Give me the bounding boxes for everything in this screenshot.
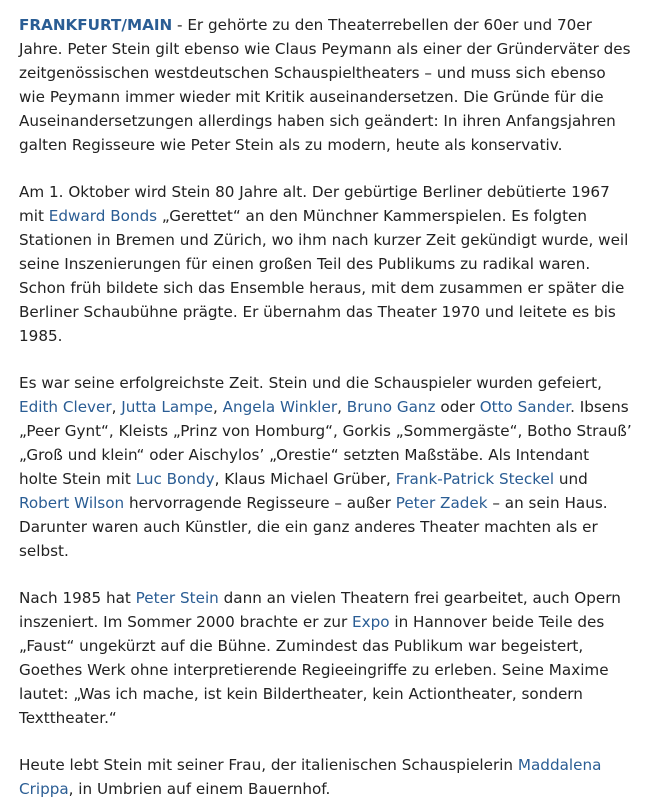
- dateline-slash: /: [121, 16, 127, 34]
- paragraph-text: Heute lebt Stein mit seiner Frau, der italienischen Schauspielerin: [19, 756, 518, 774]
- paragraph-text: hervorragende Regisseure – außer: [124, 494, 396, 512]
- link-expo[interactable]: Expo: [352, 613, 390, 631]
- paragraph-text: - Er gehörte zu den Theaterrebellen der 60er und 70er Jahre. Peter Stein gilt ebenso wie Claus Peymann als einer der Gründerväter des zeitgenössischen westdeutschen Schauspieltheaters – und muss sich ebenso wie Peymann immer wieder mit Kritik auseinandersetzen. Die Gründe für die Auseinandersetzungen allerdings haben sich geändert: In ihren Anfangsjahren galten Regisseure wie Peter Stein als zu modern, heute als konservativ.: [19, 16, 631, 154]
- link-peter-stein[interactable]: Peter Stein: [135, 589, 219, 607]
- paragraph-text: Am 1. Oktober wird Stein 80 Jahre alt. Der gebürtige Berliner debütierte 1967 mit: [19, 183, 610, 225]
- dateline-link-frankfurt[interactable]: FRANKFURT: [19, 16, 122, 34]
- paragraph-text: in Hannover beide Teile des „Faust“ ungekürzt auf die Bühne. Zumindest das Publikum war begeistert, Goethes Werk ohne interpretierende Regieeingriffe zu erleben. Seine Maxime lautet: „Was ich mache, ist kein Bildertheater, kein Actiontheater, sondern Texttheater.“: [19, 613, 609, 727]
- link-bruno-ganz[interactable]: Bruno Ganz: [346, 398, 436, 416]
- paragraph-text: , in Umbrien auf einem Bauernhof.: [68, 780, 331, 798]
- paragraph-1: [19, 13, 632, 157]
- separator: oder: [435, 398, 480, 416]
- dateline: [19, 16, 172, 34]
- paragraph-2: [19, 180, 632, 348]
- dateline-link-main[interactable]: MAIN: [126, 16, 173, 34]
- link-frank-patrick-steckel[interactable]: Frank-Patrick Steckel: [395, 470, 555, 488]
- paragraph-text: Es war seine erfolgreichste Zeit. Stein und die Schauspieler wurden gefeiert,: [19, 374, 602, 392]
- paragraph-text: dann an vielen Theatern frei gearbeitet, auch Opern inszeniert. Im Sommer 2000 brachte er zur: [19, 589, 621, 631]
- paragraph-text: . Ibsens „Peer Gynt“, Kleists „Prinz von Homburg“, Gorkis „Sommergäste“, Botho Strauß’ „Groß und klein“ oder Aischylos’ „Orestie“ setzten Maßstäbe. Als Intendant holte Stein mit: [19, 398, 632, 488]
- paragraph-text: und: [554, 470, 588, 488]
- paragraph-text: – an sein Haus. Darunter waren auch Künstler, die ein ganz anderes Theater machten als er selbst.: [19, 494, 608, 560]
- paragraph-text: Nach 1985 hat: [19, 589, 136, 607]
- link-robert-wilson[interactable]: Robert Wilson: [19, 494, 125, 512]
- paragraph-3: [19, 371, 632, 563]
- separator: ,: [111, 398, 122, 416]
- paragraph-text: „Gerettet“ an den Münchner Kammerspielen. Es folgten Stationen in Bremen und Zürich, wo ihm nach kurzer Zeit gekündigt wurde, weil seine Inszenierungen für einen großen Teil des Publikums zu radikal waren. Schon früh bildete sich das Ensemble heraus, mit dem zusammen er später die Berliner Schaubühne prägte. Er übernahm das Theater 1970 und leitete es bis 1985.: [19, 207, 629, 345]
- link-edward-bonds[interactable]: Edward Bonds: [48, 207, 158, 225]
- link-peter-zadek[interactable]: Peter Zadek: [395, 494, 488, 512]
- separator: ,: [337, 398, 347, 416]
- link-angela-winkler[interactable]: Angela Winkler: [222, 398, 338, 416]
- link-luc-bondy[interactable]: Luc Bondy: [135, 470, 215, 488]
- paragraph-5: [19, 753, 632, 801]
- separator: ,: [212, 398, 223, 416]
- paragraph-text: , Klaus Michael Grüber,: [214, 470, 396, 488]
- link-otto-sander[interactable]: Otto Sander: [479, 398, 571, 416]
- paragraph-4: [19, 586, 632, 730]
- link-maddalena-crippa[interactable]: Maddalena Crippa: [19, 756, 602, 798]
- link-jutta-lampe[interactable]: Jutta Lampe: [121, 398, 213, 416]
- link-edith-clever[interactable]: Edith Clever: [19, 398, 112, 416]
